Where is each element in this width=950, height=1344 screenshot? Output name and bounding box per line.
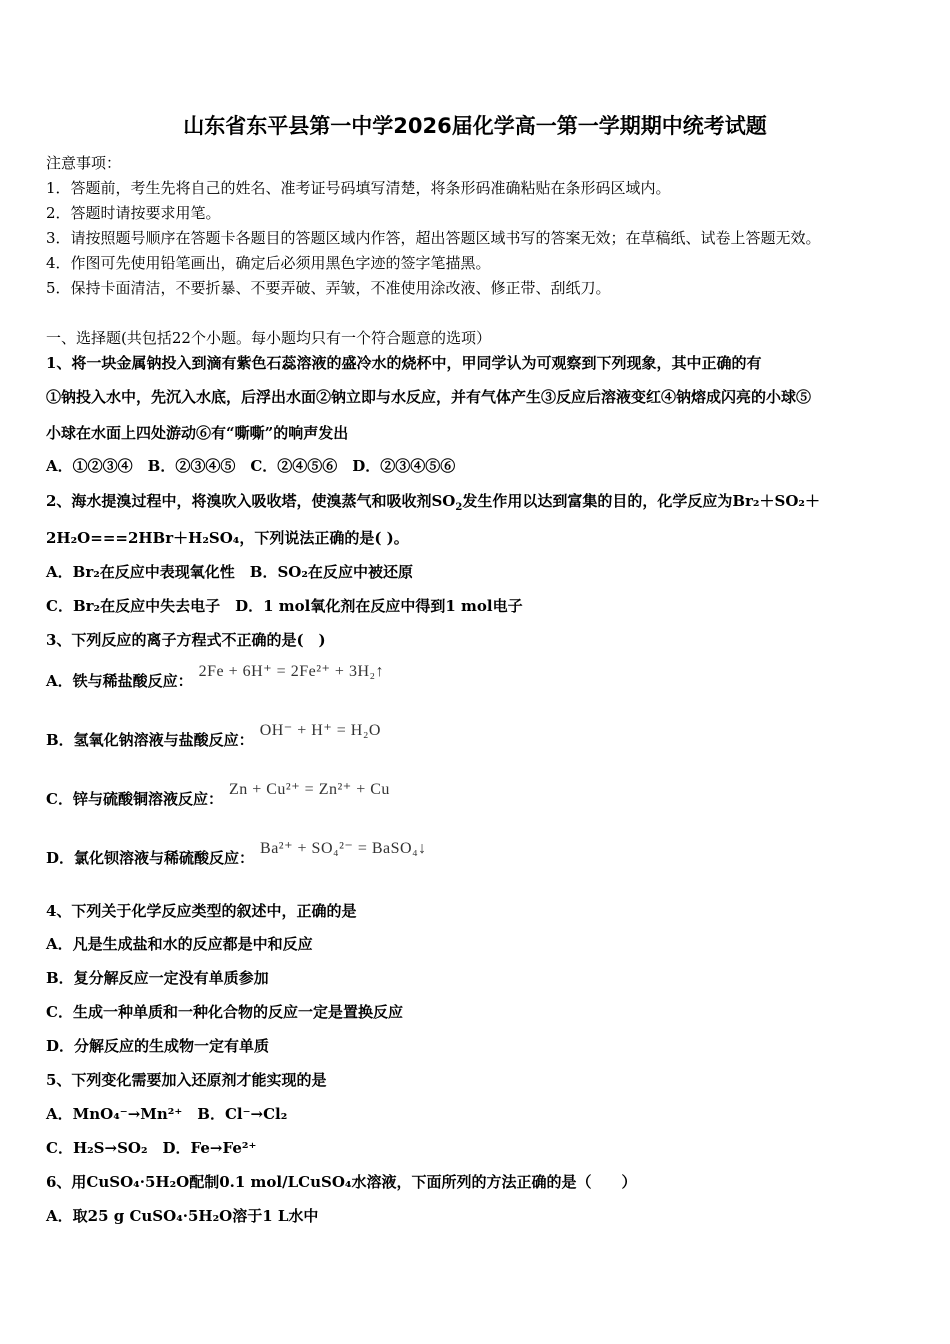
q2-stem: 2、海水提溴过程中，将溴吹入吸收塔，使溴蒸气和吸收剂$SO_2$发生作用以达到富集的目的，化学反应为Br₂＋SO₂＋ xyxy=(46,492,820,513)
q2-stem-b: 发生作用以达到富集的目的，化学反应为 xyxy=(462,492,733,510)
note-item: 1．答题前，考生先将自己的姓名、准考证号码填写清楚，将条形码准确粘贴在条形码区域内。 xyxy=(46,179,671,197)
notes-heading: 注意事项： xyxy=(46,154,122,172)
q3-b-formula: OH⁻ + H⁺ = H₂O xyxy=(259,722,381,739)
q3-c-label: C．锌与硫酸铜溶液反应： xyxy=(46,790,223,808)
q3-a-label: A．铁与稀盐酸反应： xyxy=(46,672,193,690)
q2-stem-a: 2、海水提溴过程中，将溴吹入吸收塔，使溴蒸气和吸收剂 xyxy=(46,492,432,510)
q3-b-label: B．氢氧化钠溶液与盐酸反应： xyxy=(46,731,254,749)
q6-option-a: A．取25 g CuSO₄·5H₂O溶于1 L水中 xyxy=(46,1207,319,1225)
q3-option-c xyxy=(46,781,390,809)
note-item: 4．作图可先使用铅笔画出，确定后必须用黑色字迹的签字笔描黑。 xyxy=(46,254,491,272)
q3-d-label: D．氯化钡溶液与稀硫酸反应： xyxy=(46,849,255,867)
note-item: 2．答题时请按要求用笔。 xyxy=(46,204,221,222)
q3-stem: 3、下列反应的离子方程式不正确的是( ) xyxy=(46,631,326,649)
q5-stem: 5、下列变化需要加入还原剂才能实现的是 xyxy=(46,1071,327,1089)
q4-option-c: C．生成一种单质和一种化合物的反应一定是置换反应 xyxy=(46,1003,403,1021)
q2-line-2 xyxy=(46,527,409,548)
q3-d-formula: Ba²⁺ + SO₄²⁻ = BaSO₄↓ xyxy=(260,840,427,857)
q5-options-cd: C．H₂S→SO₂ D．Fe→Fe²⁺ xyxy=(46,1139,257,1157)
q4-option-a: A．凡是生成盐和水的反应都是中和反应 xyxy=(46,935,313,953)
q3-option-b xyxy=(46,722,381,750)
section-heading: 一、选择题(共包括22个小题。每小题均只有一个符合题意的选项） xyxy=(46,329,491,347)
q2-question: ，下列说法正确的是( )。 xyxy=(239,529,409,547)
q3-option-a xyxy=(46,663,385,691)
q1-stem: 1、将一块金属钠投入到滴有紫色石蕊溶液的盛冷水的烧杯中，甲同学认为可观察到下列现象，其中正确的有 xyxy=(46,354,762,372)
q1-options: A．①②③④ B．②③④⑤ C．②④⑤⑥ D．②③④⑤⑥ xyxy=(46,457,456,475)
q2-equation-start: Br₂＋SO₂＋ xyxy=(732,492,820,510)
q3-option-d xyxy=(46,840,427,868)
q4-option-b: B．复分解反应一定没有单质参加 xyxy=(46,969,269,987)
q5-options-ab: A．MnO₄⁻→Mn²⁺ B．Cl⁻→Cl₂ xyxy=(46,1105,288,1123)
q2-options-ab: A．Br₂在反应中表现氧化性 B．SO₂在反应中被还原 xyxy=(46,563,413,581)
note-item: 3．请按照题号顺序在答题卡各题目的答题区域内作答，超出答题区域书写的答案无效；在草稿纸、试卷上答题无效。 xyxy=(46,229,821,247)
q3-c-formula: Zn + Cu²⁺ = Zn²⁺ + Cu xyxy=(228,781,390,798)
q2-equation: 2H₂O===2HBr＋H₂SO₄ xyxy=(46,529,240,547)
note-item: 5．保持卡面清洁，不要折暴、不要弄破、弄皱，不准使用涂改液、修正带、刮纸刀。 xyxy=(46,279,611,297)
q1-detail-1: ①钠投入水中，先沉入水底，后浮出水面②钠立即与水反应，并有气体产生③反应后溶液变红④钠熔成闪亮的小球⑤ xyxy=(46,388,812,406)
q4-stem: 4、下列关于化学反应类型的叙述中，正确的是 xyxy=(46,902,357,920)
q2-options-cd: C．Br₂在反应中失去电子 D．1 mol氧化剂在反应中得到1 mol电子 xyxy=(46,597,523,615)
q2-so2: SO xyxy=(431,492,456,510)
q6-stem: 6、用CuSO₄·5H₂O配制0.1 mol/LCuSO₄水溶液，下面所列的方法正确的是（ ） xyxy=(46,1173,637,1191)
q4-option-d: D．分解反应的生成物一定有单质 xyxy=(46,1037,270,1055)
q3-a-formula: 2Fe + 6H⁺ = 2Fe²⁺ + 3H₂↑ xyxy=(198,663,385,680)
q1-detail-2: 小球在水面上四处游动⑥有“嘶嘶”的响声发出 xyxy=(46,424,349,442)
page-title: 山东省东平县第一中学2026届化学高一第一学期期中统考试题 xyxy=(183,114,767,138)
